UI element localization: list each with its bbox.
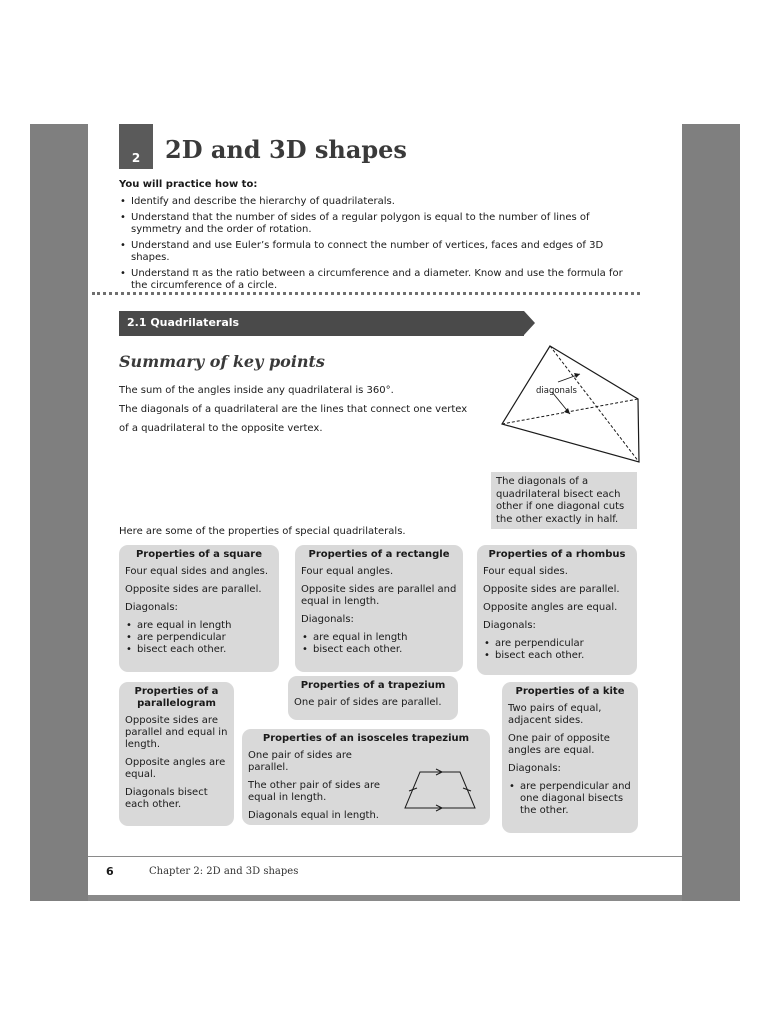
card-text: Four equal sides and angles.: [125, 566, 269, 577]
card-text: Opposite sides are parallel and equal in length.: [301, 584, 457, 607]
objective-item: • Understand that the number of sides of a regular polygon is equal to the number of lines of symmetry and the order of rotation.: [131, 212, 639, 237]
card-bullet: • bisect each other.: [137, 644, 273, 656]
key-point-diagonals-2: of a quadrilateral to the opposite vertex.: [119, 423, 323, 434]
card-text: Diagonals:: [301, 614, 354, 625]
objectives-list: [119, 196, 639, 296]
card-title: Properties of a trapezium: [300, 680, 446, 691]
practice-heading: You will practice how to:: [119, 179, 258, 190]
card-title: Properties of an isosceles trapezium: [262, 733, 470, 744]
card-text: Two pairs of equal, adjacent sides.: [508, 703, 602, 726]
card-bullet: • bisect each other.: [495, 650, 631, 662]
left-margin-band: [30, 124, 88, 901]
textbook-page: [88, 124, 682, 901]
diagonals-caption: The diagonals of a quadrilateral bisect each other if one diagonal cuts the other exactly in half.: [491, 472, 637, 529]
card-title: Properties of a square: [135, 549, 263, 560]
card-trapezium: [288, 676, 458, 720]
card-title: Properties of a kite: [515, 686, 625, 697]
card-square: [119, 545, 279, 672]
card-text: One pair of sides are parallel.: [248, 750, 352, 773]
card-text: Diagonals bisect each other.: [125, 787, 208, 810]
running-footer: Chapter 2: 2D and 3D shapes: [149, 866, 299, 877]
dotted-divider: [92, 292, 640, 295]
isosceles-trapezium-icon: [400, 767, 480, 813]
chapter-number: 2: [131, 151, 141, 165]
card-rhombus: [477, 545, 637, 675]
card-text: Diagonals:: [508, 763, 561, 774]
key-point-diagonals-1: The diagonals of a quadrilateral are the lines that connect one vertex: [119, 404, 468, 415]
footer-divider: [88, 856, 682, 857]
card-bullet: • are perpendicular: [137, 632, 273, 644]
card-text: Opposite angles are equal.: [125, 757, 226, 780]
objective-item: • Understand π as the ratio between a circumference and a diameter. Know and use the formula for the circumference of a circle.: [131, 268, 639, 293]
page-bottom-edge: [88, 895, 682, 901]
card-bullet: • are equal in length: [313, 632, 457, 644]
card-text: Opposite angles are equal.: [483, 602, 618, 613]
objective-item: • Identify and describe the hierarchy of quadrilaterals.: [131, 196, 639, 209]
card-parallelogram: [119, 682, 234, 826]
objective-item: • Understand and use Euler’s formula to connect the number of vertices, faces and edges of 3D shapes.: [131, 240, 639, 265]
card-text: Opposite sides are parallel and equal in length.: [125, 715, 228, 750]
card-text: Opposite sides are parallel.: [125, 584, 262, 595]
card-text: Four equal angles.: [301, 566, 394, 577]
chapter-number-box: [119, 124, 153, 169]
card-isosceles-trapezium: [242, 729, 490, 825]
right-margin-band: [682, 124, 740, 901]
card-bullet: • bisect each other.: [313, 644, 457, 656]
diagonals-label: diagonals: [536, 386, 577, 396]
section-label: 2.1 Quadrilaterals: [127, 316, 240, 329]
card-text: Diagonals:: [125, 602, 178, 613]
properties-intro: Here are some of the properties of special quadrilaterals.: [119, 526, 406, 537]
card-rectangle: [295, 545, 463, 672]
page-number: 6: [106, 865, 114, 878]
card-text: Opposite sides are parallel.: [483, 584, 620, 595]
section-banner: [119, 311, 539, 336]
card-title: Properties of a rhombus: [488, 549, 626, 560]
card-text: The other pair of sides are equal in length.: [248, 780, 381, 803]
chapter-title: 2D and 3D shapes: [165, 135, 407, 164]
card-bullet: • are perpendicular: [495, 638, 631, 650]
card-text: Four equal sides.: [483, 566, 568, 577]
card-bullet: • are perpendicular and one diagonal bisects the other.: [520, 781, 632, 817]
card-title: Properties of a rectangle: [308, 549, 450, 560]
card-kite: [502, 682, 638, 833]
summary-title: Summary of key points: [119, 352, 325, 371]
key-point-angles: The sum of the angles inside any quadrilateral is 360°.: [119, 385, 394, 396]
card-text: One pair of opposite angles are equal.: [508, 733, 610, 756]
card-text: Diagonals:: [483, 620, 536, 631]
card-text: One pair of sides are parallel.: [294, 697, 442, 708]
card-bullet: • are equal in length: [137, 620, 273, 632]
quadrilateral-diagram: [498, 342, 648, 472]
card-title: Properties of a parallelogram: [134, 686, 219, 709]
card-text: Diagonals equal in length.: [248, 810, 379, 821]
